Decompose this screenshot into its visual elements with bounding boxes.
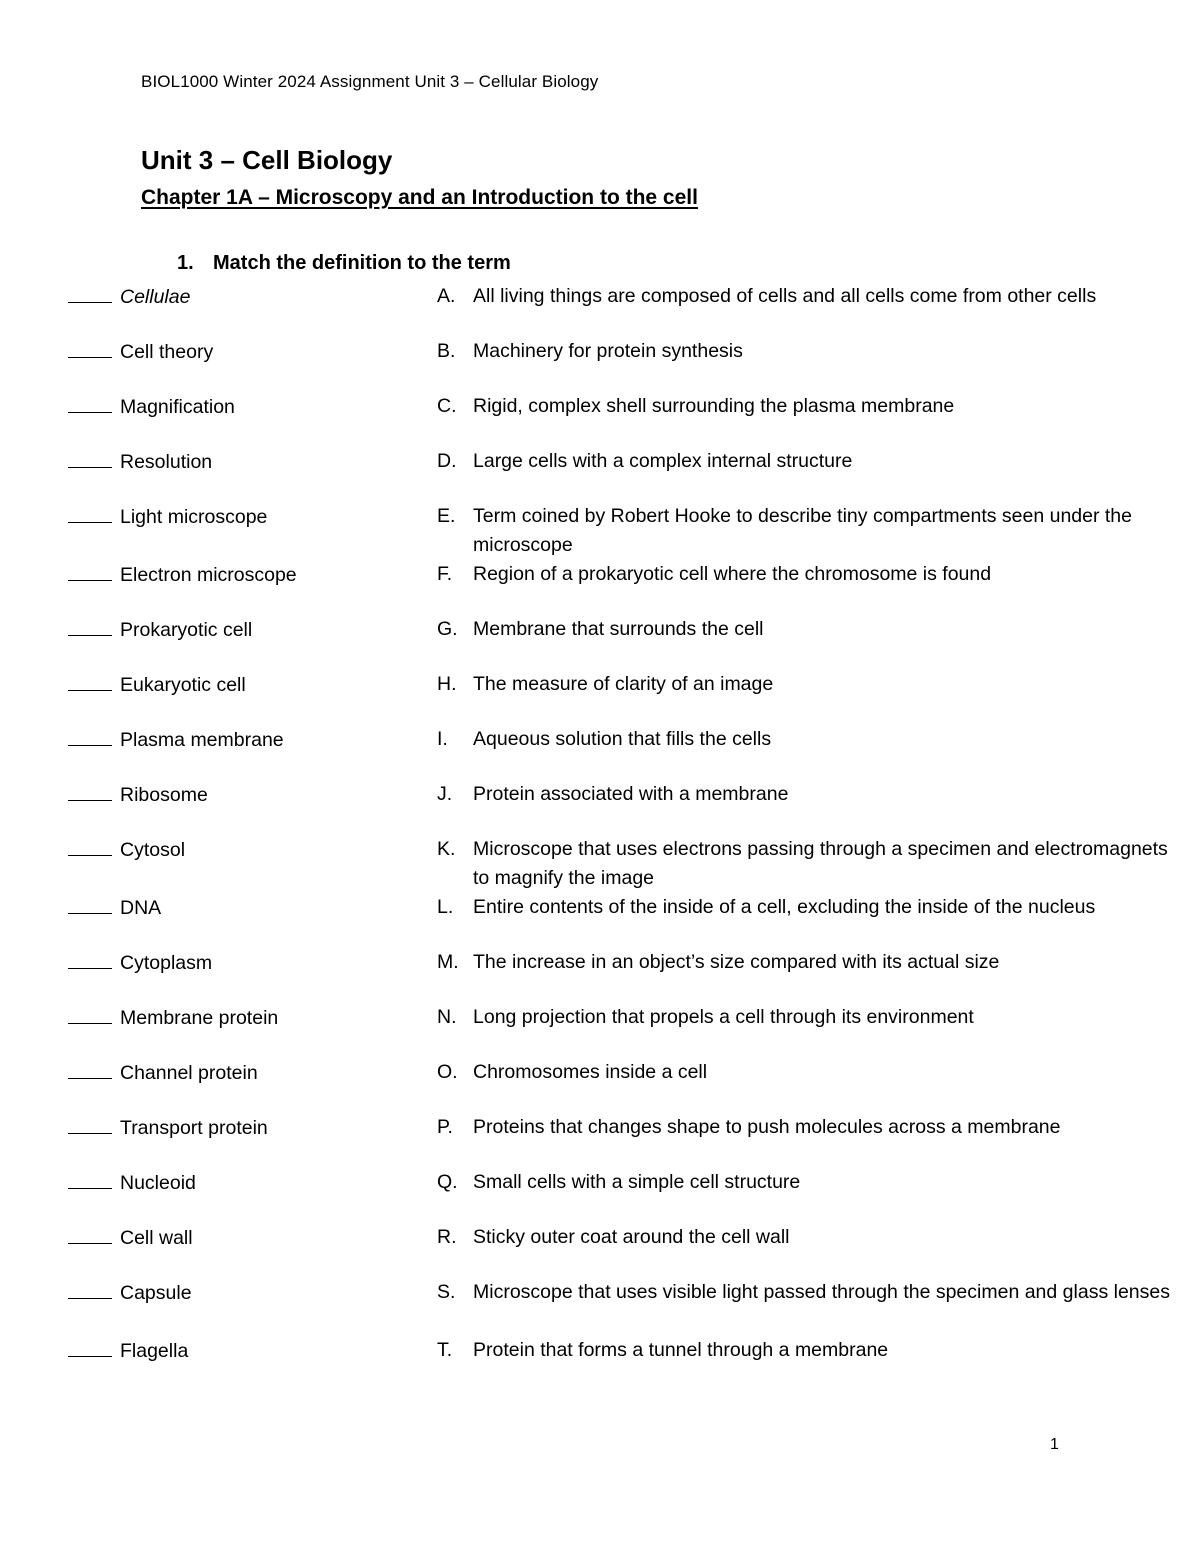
answer-blank[interactable] (68, 392, 112, 413)
definition-letter: F. (437, 563, 453, 585)
definition-letter: P. (437, 1116, 453, 1138)
definition-text: Protein associated with a membrane (473, 783, 789, 805)
term-label: Cell theory (120, 341, 214, 363)
answer-blank[interactable] (68, 835, 112, 856)
term-item (68, 282, 190, 312)
term-item (68, 670, 246, 700)
term-item (68, 948, 212, 978)
answer-blank[interactable] (68, 615, 112, 636)
question-heading (177, 252, 511, 275)
term-item (68, 392, 235, 422)
chapter-title: Chapter 1A – Microscopy and an Introduction to the cell (141, 186, 698, 209)
term-item (68, 1113, 268, 1143)
term-label: Prokaryotic cell (120, 619, 253, 641)
answer-blank[interactable] (68, 893, 112, 914)
term-item (68, 893, 161, 923)
term-label: DNA (120, 897, 162, 919)
definition-letter: K. (437, 838, 456, 860)
term-item (68, 725, 284, 755)
term-item (68, 835, 185, 865)
definition-letter: A. (437, 285, 456, 307)
definition-letter: J. (437, 783, 453, 805)
term-label: Plasma membrane (120, 729, 284, 751)
term-item (68, 447, 212, 477)
term-label: Magnification (120, 396, 235, 418)
page-number: 1 (1050, 1436, 1059, 1453)
term-label: Transport protein (120, 1117, 268, 1139)
answer-blank[interactable] (68, 1168, 112, 1189)
definition-text: Region of a prokaryotic cell where the chromosome is found (473, 563, 992, 585)
term-label: Cytosol (120, 839, 186, 861)
answer-blank[interactable] (68, 1336, 112, 1357)
term-label: Cellulae (120, 286, 191, 308)
term-item (68, 560, 297, 590)
answer-blank[interactable] (68, 1113, 112, 1134)
term-label: Flagella (120, 1340, 189, 1362)
definition-letter: S. (437, 1281, 456, 1303)
term-label: Membrane protein (120, 1007, 279, 1029)
unit-title: Unit 3 – Cell Biology (141, 145, 393, 175)
answer-blank[interactable] (68, 447, 112, 468)
answer-blank[interactable] (68, 337, 112, 358)
term-label: Eukaryotic cell (120, 674, 246, 696)
definition-letter: E. (437, 505, 456, 527)
answer-blank[interactable] (68, 1058, 112, 1079)
term-label: Light microscope (120, 506, 268, 528)
answer-blank[interactable] (68, 670, 112, 691)
term-item (68, 502, 267, 532)
answer-blank[interactable] (68, 948, 112, 969)
term-label: Resolution (120, 451, 213, 473)
answer-blank[interactable] (68, 1278, 112, 1299)
definition-text: Microscope that uses visible light passed through the specimen and glass lenses (473, 1281, 1170, 1303)
answer-blank[interactable] (68, 560, 112, 581)
definition-text: Rigid, complex shell surrounding the plasma membrane (473, 395, 955, 417)
definition-letter: T. (437, 1339, 453, 1361)
definition-letter: D. (437, 450, 457, 472)
answer-blank[interactable] (68, 282, 112, 303)
term-item (68, 780, 208, 810)
answer-blank[interactable] (68, 780, 112, 801)
question-number: 1. (177, 252, 194, 274)
definition-text: The measure of clarity of an image (473, 673, 774, 695)
term-label: Cell wall (120, 1227, 193, 1249)
term-label: Electron microscope (120, 564, 297, 586)
definition-text: Protein that forms a tunnel through a membrane (473, 1339, 889, 1361)
term-item (68, 615, 252, 645)
term-label: Channel protein (120, 1062, 258, 1084)
running-header: BIOL1000 Winter 2024 Assignment Unit 3 – Cellular Biology (141, 72, 599, 91)
term-item (68, 1168, 196, 1198)
definition-letter: Q. (437, 1171, 458, 1193)
definition-letter: L. (437, 896, 454, 918)
definition-text: Membrane that surrounds the cell (473, 618, 764, 640)
definition-letter: R. (437, 1226, 457, 1248)
term-item (68, 1003, 278, 1033)
question-text: Match the definition to the term (213, 252, 511, 274)
term-label: Nucleoid (120, 1172, 196, 1194)
definition-text: Proteins that changes shape to push molecules across a membrane (473, 1116, 1061, 1138)
definition-text: Chromosomes inside a cell (473, 1061, 708, 1083)
term-item (68, 1278, 192, 1308)
definition-letter: C. (437, 395, 457, 417)
term-label: Ribosome (120, 784, 208, 806)
definition-text: Long projection that propels a cell through its environment (473, 1006, 974, 1028)
definition-text: Aqueous solution that fills the cells (473, 728, 772, 750)
answer-blank[interactable] (68, 1223, 112, 1244)
term-item (68, 1058, 258, 1088)
definition-text: Microscope that uses electrons passing through a specimen and electromagnets to magnify the image (473, 838, 1168, 889)
answer-blank[interactable] (68, 1003, 112, 1024)
term-item (68, 337, 213, 367)
definition-letter: M. (437, 951, 459, 973)
definition-letter: H. (437, 673, 457, 695)
definition-text: Sticky outer coat around the cell wall (473, 1226, 790, 1248)
definition-text: Entire contents of the inside of a cell, excluding the inside of the nucleus (473, 896, 1096, 918)
term-item (68, 1223, 193, 1253)
definition-text: Large cells with a complex internal structure (473, 450, 853, 472)
term-item (68, 1336, 188, 1366)
definition-letter: I. (437, 728, 448, 750)
answer-blank[interactable] (68, 502, 112, 523)
definition-letter: N. (437, 1006, 457, 1028)
definition-text: Term coined by Robert Hooke to describe tiny compartments seen under the microscope (473, 505, 1133, 556)
definition-letter: B. (437, 340, 456, 362)
term-label: Capsule (120, 1282, 192, 1304)
definition-letter: O. (437, 1061, 458, 1083)
definition-text: The increase in an object’s size compared with its actual size (473, 951, 1000, 973)
definition-text: Small cells with a simple cell structure (473, 1171, 801, 1193)
answer-blank[interactable] (68, 725, 112, 746)
term-label: Cytoplasm (120, 952, 213, 974)
definition-text: All living things are composed of cells and all cells come from other cells (473, 285, 1097, 307)
definition-text: Machinery for protein synthesis (473, 340, 743, 362)
definition-letter: G. (437, 618, 458, 640)
